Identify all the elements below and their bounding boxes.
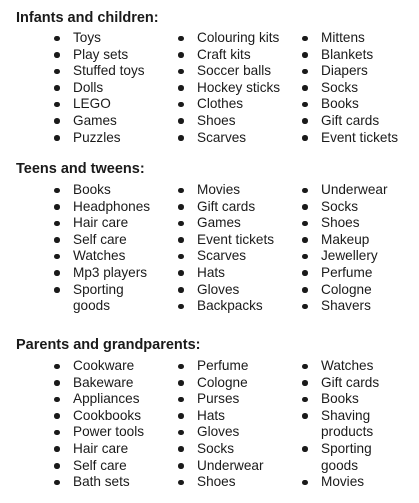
bullet-icon	[302, 221, 308, 227]
list-item: Shoes	[178, 474, 264, 491]
list-item: Play sets	[54, 47, 145, 64]
list-item: Underwear	[302, 182, 388, 199]
bullet-icon	[178, 480, 184, 486]
bullet-icon	[54, 430, 60, 436]
bullet-icon	[302, 446, 308, 452]
bullet-icon	[54, 480, 60, 486]
list-item: Power tools	[54, 424, 144, 441]
bullet-icon	[302, 52, 308, 58]
list-item: Dolls	[54, 80, 145, 97]
bullet-icon	[54, 135, 60, 141]
bullet-icon	[302, 364, 308, 370]
list-item: Gift cards	[302, 113, 398, 130]
list-item: Mp3 players	[54, 265, 150, 282]
list-item: Shoes	[178, 113, 280, 130]
list-item: Mittens	[302, 30, 398, 47]
list-item: Movies	[302, 474, 383, 491]
list-item: Self care	[54, 458, 144, 475]
bullet-icon	[302, 36, 308, 42]
bullet-icon	[178, 287, 184, 293]
bullet-icon	[54, 69, 60, 75]
bullet-icon	[302, 480, 308, 486]
list-item: Books	[302, 391, 383, 408]
list-item: Cologne	[178, 375, 264, 392]
list-item: Event tickets	[302, 130, 398, 147]
bullet-icon	[302, 204, 308, 210]
list-item: Underwear	[178, 458, 264, 475]
list-item: Movies	[178, 182, 274, 199]
list-item: Hockey sticks	[178, 80, 280, 97]
bullet-icon	[54, 36, 60, 42]
list-item: Self care	[54, 232, 150, 249]
list-item: Games	[54, 113, 145, 130]
bullet-icon	[302, 304, 308, 310]
list-item: Gift cards	[302, 375, 383, 392]
bullet-icon	[302, 254, 308, 260]
list-item: Watches	[54, 248, 150, 265]
section-title: Parents and grandparents:	[16, 337, 201, 353]
list-item: Socks	[302, 80, 398, 97]
bullet-icon	[178, 102, 184, 108]
list-item: Blankets	[302, 47, 398, 64]
list-item: Makeup	[302, 232, 388, 249]
list-item: Toys	[54, 30, 145, 47]
bullet-icon	[178, 204, 184, 210]
list-item: Cologne	[302, 282, 388, 299]
list-item: Books	[302, 96, 398, 113]
column-3	[302, 30, 398, 146]
bullet-icon	[178, 413, 184, 419]
column-1	[54, 358, 144, 491]
list-item: Colouring kits	[178, 30, 280, 47]
list-item: Hair care	[54, 441, 144, 458]
bullet-icon	[178, 270, 184, 276]
bullet-icon	[302, 413, 308, 419]
column-1	[54, 182, 150, 315]
list-item: Jewellery	[302, 248, 388, 265]
bullet-icon	[302, 270, 308, 276]
column-2	[178, 30, 280, 146]
bullet-icon	[302, 188, 308, 194]
list-item: Socks	[302, 199, 388, 216]
list-item: Backpacks	[178, 298, 274, 315]
bullet-icon	[178, 85, 184, 91]
bullet-icon	[302, 135, 308, 141]
bullet-icon	[302, 237, 308, 243]
bullet-icon	[54, 52, 60, 58]
list-item: Books	[54, 182, 150, 199]
bullet-icon	[302, 118, 308, 124]
bullet-icon	[302, 380, 308, 386]
bullet-icon	[178, 52, 184, 58]
column-2	[178, 358, 264, 491]
list-item: Shaving products	[302, 408, 383, 441]
list-item: Soccer balls	[178, 63, 280, 80]
list-item: Gloves	[178, 424, 264, 441]
list-item: Bakeware	[54, 375, 144, 392]
list-item: Gift cards	[178, 199, 274, 216]
list-item: LEGO	[54, 96, 145, 113]
bullet-icon	[178, 304, 184, 310]
section-title: Infants and children:	[16, 10, 159, 26]
list-item: Games	[178, 215, 274, 232]
bullet-icon	[178, 463, 184, 469]
list-item: Hats	[178, 408, 264, 425]
bullet-icon	[178, 36, 184, 42]
list-item: Purses	[178, 391, 264, 408]
bullet-icon	[302, 397, 308, 403]
bullet-icon	[54, 364, 60, 370]
list-item: Perfume	[302, 265, 388, 282]
bullet-icon	[178, 69, 184, 75]
list-item: Cookware	[54, 358, 144, 375]
list-item: Bath sets	[54, 474, 144, 491]
list-item: Watches	[302, 358, 383, 375]
list-item: Appliances	[54, 391, 144, 408]
bullet-icon	[178, 188, 184, 194]
list-item: Puzzles	[54, 130, 145, 147]
bullet-icon	[178, 364, 184, 370]
bullet-icon	[178, 380, 184, 386]
list-item: Shavers	[302, 298, 388, 315]
bullet-icon	[54, 118, 60, 124]
column-1	[54, 30, 145, 146]
list-item: Sporting goods	[302, 441, 383, 474]
bullet-icon	[302, 102, 308, 108]
list-item: Headphones	[54, 199, 150, 216]
bullet-icon	[54, 446, 60, 452]
list-item: Sporting goods	[54, 282, 150, 315]
column-3	[302, 182, 388, 315]
list-item: Scarves	[178, 130, 280, 147]
list-item: Socks	[178, 441, 264, 458]
bullet-icon	[54, 188, 60, 194]
section-title: Teens and tweens:	[16, 161, 145, 177]
column-3	[302, 358, 383, 491]
bullet-icon	[54, 463, 60, 469]
bullet-icon	[178, 118, 184, 124]
bullet-icon	[54, 270, 60, 276]
bullet-icon	[178, 254, 184, 260]
list-item: Shoes	[302, 215, 388, 232]
list-item: Gloves	[178, 282, 274, 299]
list-item: Hats	[178, 265, 274, 282]
list-item: Stuffed toys	[54, 63, 145, 80]
bullet-icon	[54, 204, 60, 210]
bullet-icon	[54, 397, 60, 403]
bullet-icon	[302, 69, 308, 75]
column-2	[178, 182, 274, 315]
list-item: Diapers	[302, 63, 398, 80]
bullet-icon	[54, 413, 60, 419]
bullet-icon	[178, 237, 184, 243]
bullet-icon	[54, 221, 60, 227]
bullet-icon	[178, 446, 184, 452]
list-item: Hair care	[54, 215, 150, 232]
bullet-icon	[178, 430, 184, 436]
list-item: Scarves	[178, 248, 274, 265]
list-item: Cookbooks	[54, 408, 144, 425]
bullet-icon	[54, 102, 60, 108]
list-item: Event tickets	[178, 232, 274, 249]
bullet-icon	[178, 135, 184, 141]
bullet-icon	[178, 397, 184, 403]
bullet-icon	[54, 85, 60, 91]
bullet-icon	[54, 254, 60, 260]
bullet-icon	[302, 85, 308, 91]
bullet-icon	[54, 380, 60, 386]
list-item: Clothes	[178, 96, 280, 113]
bullet-icon	[178, 221, 184, 227]
bullet-icon	[302, 287, 308, 293]
bullet-icon	[54, 287, 60, 293]
bullet-icon	[54, 237, 60, 243]
list-item: Craft kits	[178, 47, 280, 64]
list-item: Perfume	[178, 358, 264, 375]
